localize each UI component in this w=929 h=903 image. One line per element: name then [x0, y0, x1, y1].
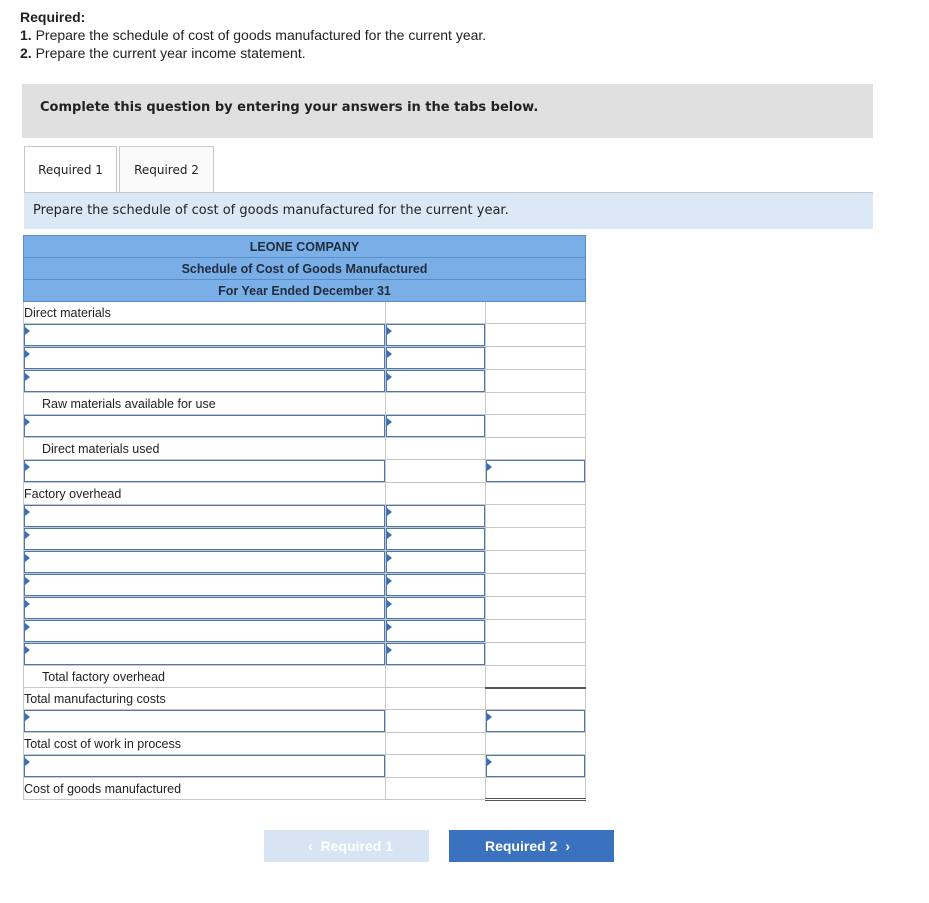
dm-label-input-2[interactable] — [24, 347, 385, 369]
dm-amount-input-1[interactable] — [386, 324, 485, 346]
table-row — [24, 528, 586, 551]
question-prompt: Prepare the schedule of cost of goods manufactured for the current year. — [24, 193, 873, 229]
table-row — [24, 643, 586, 666]
table-row — [24, 688, 586, 710]
required-item-1: 1. Prepare the schedule of cost of goods manufactured for the current year. — [20, 27, 487, 43]
table-row — [24, 574, 586, 597]
raw-materials-available-label: Raw materials available for use — [24, 393, 386, 415]
total-cost-wip-amount — [486, 733, 586, 755]
table-row — [24, 755, 586, 778]
tab-bar — [24, 146, 216, 193]
cogm-label: Cost of goods manufactured — [24, 778, 386, 800]
cogm-amount — [486, 778, 586, 800]
fo-label-input-1[interactable] — [24, 505, 385, 527]
chevron-left-icon: ‹ — [307, 838, 313, 854]
total-factory-overhead-amount — [486, 666, 586, 688]
direct-materials-label: Direct materials — [24, 302, 386, 324]
raw-materials-available-total — [386, 393, 486, 415]
cogm-schedule-table — [23, 235, 586, 801]
fo-label-input-6[interactable] — [24, 620, 385, 642]
dm-less-amount-input[interactable] — [386, 415, 485, 437]
wip-label-input[interactable] — [24, 710, 385, 732]
direct-labor-label-input[interactable] — [24, 460, 385, 482]
total-manufacturing-costs-label: Total manufacturing costs — [24, 688, 386, 710]
table-row — [24, 415, 586, 438]
tab-required-2[interactable]: Required 2 — [119, 146, 214, 192]
prev-required-1-button[interactable] — [264, 830, 429, 862]
total-cost-wip-label: Total cost of work in process — [24, 733, 386, 755]
next-button-label: Required 2 — [484, 838, 558, 854]
table-row — [24, 551, 586, 574]
total-factory-overhead-label: Total factory overhead — [24, 666, 386, 688]
ending-wip-amount-input[interactable] — [486, 755, 585, 777]
dm-label-input-1[interactable] — [24, 324, 385, 346]
direct-materials-used-total — [486, 438, 586, 460]
dm-label-input-3[interactable] — [24, 370, 385, 392]
fo-amount-input-4[interactable] — [386, 574, 485, 596]
wip-amount-input[interactable] — [486, 710, 585, 732]
fo-label-input-2[interactable] — [24, 528, 385, 550]
fo-amount-input-5[interactable] — [386, 597, 485, 619]
table-row — [24, 620, 586, 643]
fo-label-input-4[interactable] — [24, 574, 385, 596]
tab-required-1[interactable]: Required 1 — [24, 146, 117, 193]
company-name: LEONE COMPANY — [24, 236, 586, 258]
fo-label-input-7[interactable] — [24, 643, 385, 665]
direct-materials-used-label: Direct materials used — [24, 438, 386, 460]
required-item-2: 2. Prepare the current year income statement. — [20, 45, 306, 61]
total-manufacturing-costs-amount — [486, 688, 586, 710]
fo-amount-input-3[interactable] — [386, 551, 485, 573]
instruction-text: Complete this question by entering your answers in the tabs below. — [40, 100, 539, 115]
table-row — [24, 483, 586, 505]
table-row — [24, 505, 586, 528]
table-row — [24, 460, 586, 483]
fo-amount-input-7[interactable] — [386, 643, 485, 665]
table-row — [24, 302, 586, 324]
table-row — [24, 778, 586, 800]
next-required-2-button[interactable] — [449, 830, 614, 862]
table-row — [24, 438, 586, 460]
chevron-right-icon: › — [565, 838, 571, 854]
table-row — [24, 666, 586, 688]
fo-label-input-3[interactable] — [24, 551, 385, 573]
table-row — [24, 733, 586, 755]
direct-labor-amount-input[interactable] — [486, 460, 585, 482]
table-row — [24, 597, 586, 620]
prev-button-label: Required 1 — [320, 838, 394, 854]
dm-less-label-input[interactable] — [24, 415, 385, 437]
ending-wip-label-input[interactable] — [24, 755, 385, 777]
required-section — [20, 8, 486, 62]
fo-label-input-5[interactable] — [24, 597, 385, 619]
table-row — [24, 324, 586, 347]
table-row — [24, 370, 586, 393]
instruction-banner — [22, 84, 873, 138]
schedule-period: For Year Ended December 31 — [24, 280, 586, 302]
schedule-title: Schedule of Cost of Goods Manufactured — [24, 258, 586, 280]
dm-amount-input-3[interactable] — [386, 370, 485, 392]
fo-amount-input-1[interactable] — [386, 505, 485, 527]
dm-amount-input-2[interactable] — [386, 347, 485, 369]
factory-overhead-label: Factory overhead — [24, 483, 386, 505]
required-heading: Required: — [20, 9, 86, 25]
table-row — [24, 710, 586, 733]
fo-amount-input-6[interactable] — [386, 620, 485, 642]
table-row — [24, 347, 586, 370]
table-row — [24, 393, 586, 415]
fo-amount-input-2[interactable] — [386, 528, 485, 550]
